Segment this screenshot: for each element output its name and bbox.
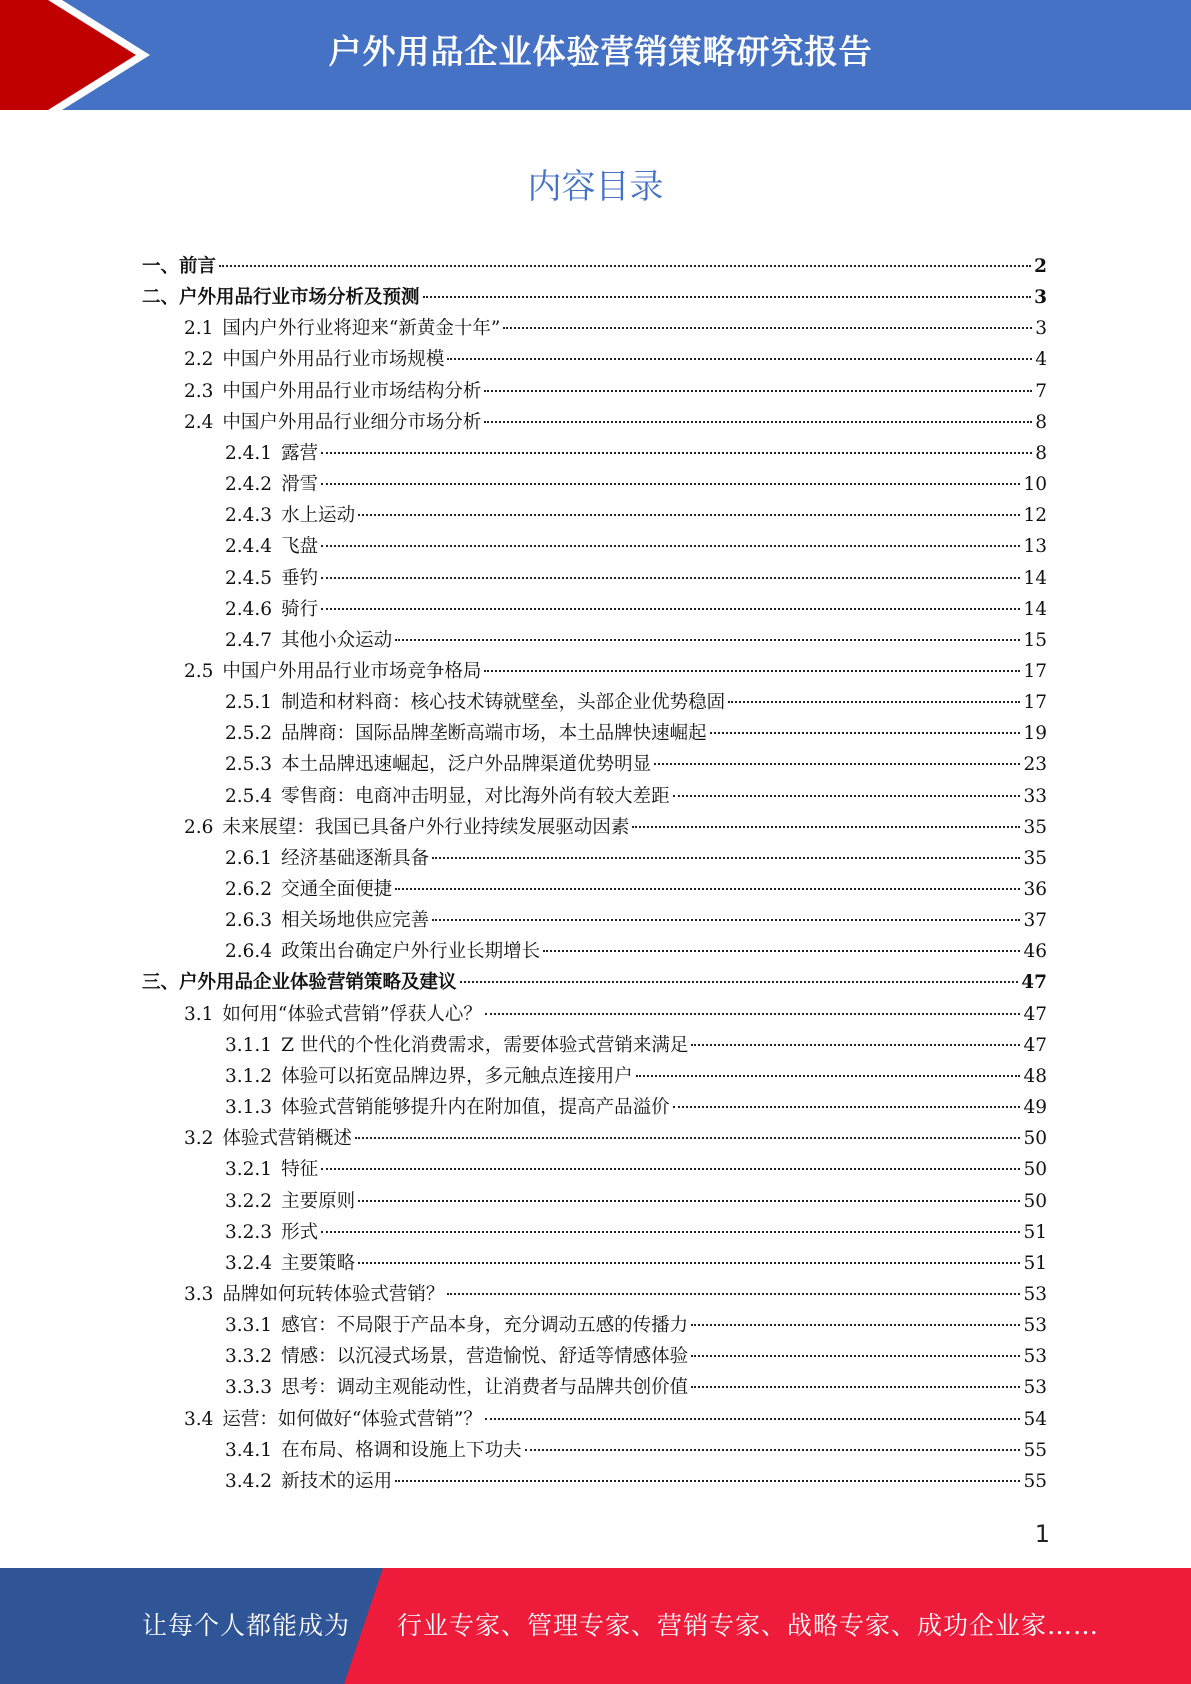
toc-entry[interactable] [225, 1219, 1047, 1247]
toc-entry-title: 体验式营销概述 [222, 1128, 352, 1150]
toc-entry[interactable] [184, 658, 1047, 686]
toc-entry-number: 3.2.1 [225, 1159, 273, 1181]
toc-dot-leader [728, 701, 1020, 703]
toc-entry-page: 37 [1023, 910, 1047, 932]
toc-entry[interactable] [225, 1343, 1047, 1371]
toc-entry[interactable] [225, 596, 1047, 624]
toc-entry-number: 2.6.4 [225, 941, 273, 963]
toc-entry-title: 三、户外用品企业体验营销策略及建议 [142, 972, 457, 994]
toc-entry-number: 3.4.2 [225, 1470, 273, 1492]
toc-entry-title: 零售商：电商冲击明显，对比海外尚有较大差距 [281, 785, 670, 807]
toc-entry-page: 49 [1023, 1097, 1047, 1119]
toc-entry-title: Z 世代的个性化消费需求，需要体验式营销来满足 [281, 1034, 689, 1056]
toc-dot-leader [321, 1231, 1020, 1233]
toc-entry-title: 体验式营销能够提升内在附加值，提高产品溢价 [281, 1097, 670, 1119]
toc-dot-leader [358, 1200, 1020, 1202]
toc-entry-page: 4 [1035, 349, 1047, 371]
toc-entry-title: 品牌商：国际品牌垄断高端市场，本土品牌快速崛起 [281, 723, 707, 745]
toc-entry-title: 相关场地供应完善 [281, 910, 430, 932]
toc-dot-leader [503, 327, 1032, 329]
toc-entry-page: 51 [1023, 1221, 1047, 1243]
toc-dot-leader [321, 577, 1020, 579]
toc-entry-page: 55 [1023, 1439, 1047, 1461]
toc-dot-leader [485, 1418, 1021, 1420]
toc-entry-title: 露营 [281, 442, 319, 464]
toc-dot-leader [691, 1355, 1020, 1357]
toc-entry-page: 14 [1023, 598, 1047, 620]
toc-entry[interactable] [184, 378, 1047, 406]
toc-entry[interactable] [225, 1063, 1047, 1091]
toc-entry-page: 53 [1023, 1283, 1047, 1305]
toc-entry-page: 19 [1023, 723, 1047, 745]
toc-entry-page: 55 [1023, 1470, 1047, 1492]
toc-dot-leader [710, 732, 1021, 734]
toc-entry-title: 本土品牌迅速崛起，泛户外品牌渠道优势明显 [281, 754, 652, 776]
toc-entry-page: 15 [1023, 629, 1047, 651]
toc-entry-title: 制造和材料商：核心技术铸就壁垒，头部企业优势稳固 [281, 692, 726, 714]
toc-entry-number: 3.1.3 [225, 1097, 273, 1119]
toc-entry-page: 53 [1023, 1346, 1047, 1368]
toc-entry[interactable] [184, 409, 1047, 437]
toc-entry-page: 50 [1023, 1190, 1047, 1212]
toc-entry[interactable] [225, 783, 1047, 811]
toc-entry[interactable] [184, 1281, 1047, 1309]
toc-entry-page: 53 [1023, 1377, 1047, 1399]
toc-entry-number: 2.3 [184, 380, 214, 402]
toc-heading: 内容目录 [527, 167, 664, 207]
toc-entry[interactable] [184, 1001, 1047, 1029]
toc-entry-title: 思考：调动主观能动性，让消费者与品牌共创价值 [281, 1377, 689, 1399]
toc-dot-leader [673, 1106, 1021, 1108]
toc-entry-number: 2.5.3 [225, 754, 273, 776]
toc-entry[interactable] [225, 1312, 1047, 1340]
toc-dot-leader [447, 358, 1032, 360]
toc-entry[interactable] [225, 1156, 1047, 1184]
toc-entry-page: 47 [1023, 1003, 1047, 1025]
toc-entry-number: 3.1.2 [225, 1065, 273, 1087]
toc-entry[interactable] [225, 876, 1047, 904]
toc-dot-leader [395, 1480, 1020, 1482]
toc-entry-title: 交通全面便捷 [281, 879, 393, 900]
toc-dot-leader [358, 1262, 1020, 1264]
toc-entry-number: 3.4 [184, 1408, 214, 1430]
toc-entry[interactable] [225, 502, 1047, 530]
toc-dot-leader [321, 545, 1020, 547]
toc-entry-page: 53 [1023, 1315, 1047, 1337]
toc-entry-number: 3.3 [184, 1283, 214, 1305]
toc-entry-number: 2.5.2 [225, 723, 273, 745]
toc-entry-number: 2.4.2 [225, 474, 273, 496]
footer-banner [0, 1568, 1191, 1684]
toc-dot-leader [321, 483, 1020, 485]
toc-dot-leader [219, 265, 1031, 267]
toc-entry-title: 骑行 [281, 598, 319, 620]
toc-entry[interactable] [225, 907, 1047, 935]
toc-entry-number: 3.2.2 [225, 1190, 273, 1212]
toc-entry[interactable] [184, 1406, 1047, 1434]
footer-slogan-right: 行业专家、管理专家、营销专家、战略专家、成功企业家…… [397, 1611, 1100, 1640]
toc-entry[interactable] [184, 315, 1047, 343]
toc-entry-number: 2.6.1 [225, 847, 273, 869]
toc-entry-title: 特征 [281, 1159, 319, 1181]
toc-entry[interactable] [184, 346, 1047, 374]
toc-entry-number: 3.3.3 [225, 1377, 273, 1399]
toc-entry-title: 国内户外行业将迎来“新黄金十年” [222, 318, 501, 340]
toc-entry-number: 3.1.1 [225, 1034, 273, 1056]
toc-entry-page: 8 [1035, 442, 1047, 464]
toc-entry-title: 感官：不局限于产品本身，充分调动五感的传播力 [281, 1315, 689, 1337]
toc-dot-leader [636, 1075, 1021, 1077]
toc-entry-title: 主要原则 [281, 1190, 356, 1212]
toc-entry-number: 2.5 [184, 660, 214, 682]
toc-entry-page: 51 [1023, 1252, 1047, 1274]
toc-entry[interactable] [142, 969, 1047, 997]
footer-slogan-left: 让每个人都能成为 [142, 1611, 351, 1640]
toc-dot-leader [485, 1013, 1021, 1015]
toc-entry-title: 新技术的运用 [281, 1470, 393, 1492]
toc-dot-leader [447, 1293, 1020, 1295]
toc-entry-page: 35 [1023, 847, 1047, 869]
toc-entry[interactable] [225, 440, 1047, 468]
toc-entry-number: 3.2 [184, 1128, 214, 1150]
toc-entry[interactable] [225, 938, 1047, 966]
toc-entry-title: 未来展望：我国已具备户外行业持续发展驱动因素 [222, 816, 630, 838]
toc-entry-title: 中国户外用品行业细分市场分析 [222, 411, 482, 433]
toc-entry-number: 2.5.4 [225, 785, 273, 807]
toc-entry-page: 7 [1035, 380, 1047, 402]
toc-entry-title: 在布局、格调和设施上下功夫 [281, 1439, 522, 1461]
toc-entry-page: 46 [1023, 941, 1047, 963]
toc-entry-page: 12 [1023, 505, 1047, 527]
toc-entry[interactable] [225, 1032, 1047, 1060]
toc-entry-page: 23 [1023, 754, 1047, 776]
toc-entry-title: 飞盘 [281, 536, 319, 558]
toc-entry-number: 2.5.1 [225, 692, 273, 714]
toc-entry[interactable] [225, 1374, 1047, 1402]
toc-dot-leader [543, 950, 1020, 952]
toc-entry-page: 3 [1035, 318, 1047, 340]
toc-entry[interactable] [142, 284, 1047, 312]
toc-dot-leader [484, 390, 1032, 392]
toc-entry[interactable] [225, 1250, 1047, 1278]
page-number: 1 [1034, 1520, 1050, 1548]
toc-entry[interactable] [225, 845, 1047, 873]
toc-entry-page: 13 [1023, 536, 1047, 558]
toc-entry[interactable] [225, 565, 1047, 593]
toc-dot-leader [395, 639, 1020, 641]
toc-dot-leader [484, 421, 1032, 423]
toc-entry-page: 3 [1034, 287, 1047, 309]
toc-entry-number: 3.3.1 [225, 1315, 273, 1337]
toc-entry-number: 2.6.3 [225, 910, 273, 932]
toc-entry-number: 2.6.2 [225, 879, 273, 900]
toc-entry-page: 47 [1023, 1034, 1047, 1056]
toc-entry-number: 3.4.1 [225, 1439, 273, 1461]
toc-entry-number: 2.4.3 [225, 505, 273, 527]
toc-entry-title: 体验可以拓宽品牌边界，多元触点连接用户 [281, 1065, 633, 1087]
toc-entry-page: 50 [1023, 1128, 1047, 1150]
toc-entry-title: 经济基础逐渐具备 [281, 847, 430, 869]
toc-entry-title: 情感：以沉浸式场景，营造愉悦、舒适等情感体验 [281, 1346, 689, 1368]
toc-entry[interactable] [184, 814, 1047, 842]
toc-entry[interactable] [225, 627, 1047, 655]
toc-dot-leader [525, 1449, 1021, 1451]
toc-entry-title: 运营：如何做好“体验式营销”？ [222, 1408, 482, 1430]
toc-dot-leader [355, 1137, 1021, 1139]
toc-entry-title: 中国户外用品行业市场竞争格局 [222, 660, 482, 682]
toc-entry-number: 3.3.2 [225, 1346, 273, 1368]
toc-entry-page: 36 [1023, 879, 1047, 900]
toc-entry-number: 3.2.3 [225, 1221, 273, 1243]
toc-entry[interactable] [184, 1125, 1047, 1153]
toc-entry-number: 2.4.7 [225, 629, 273, 651]
toc-entry-page: 47 [1021, 972, 1047, 994]
toc-dot-leader [632, 826, 1020, 828]
toc-entry-page: 17 [1023, 660, 1047, 682]
toc-dot-leader [460, 981, 1019, 983]
toc-entry-page: 35 [1023, 816, 1047, 838]
toc-entry-number: 3.2.4 [225, 1252, 273, 1274]
toc-entry-page: 33 [1023, 785, 1047, 807]
toc-entry-title: 如何用“体验式营销”俘获人心？ [222, 1003, 482, 1025]
toc-entry[interactable] [225, 1468, 1047, 1496]
toc-entry[interactable] [225, 1188, 1047, 1216]
toc-entry-title: 主要策略 [281, 1252, 356, 1274]
toc-entry-page: 8 [1035, 411, 1047, 433]
toc-entry-title: 中国户外用品行业市场结构分析 [222, 380, 482, 402]
toc-dot-leader [673, 795, 1021, 797]
toc-dot-leader [423, 296, 1032, 298]
toc-entry-title: 中国户外用品行业市场规模 [222, 349, 445, 371]
toc-entry-title: 一、前言 [142, 256, 217, 277]
toc-entry-title: 品牌如何玩转体验式营销？ [222, 1283, 445, 1305]
toc-entry-title: 二、户外用品行业市场分析及预测 [142, 287, 420, 309]
toc-entry-title: 形式 [281, 1221, 319, 1243]
toc-entry-title: 其他小众运动 [281, 629, 393, 651]
toc-entry-number: 2.6 [184, 816, 214, 838]
toc-entry-number: 2.4 [184, 411, 214, 433]
toc-entry-page: 10 [1023, 474, 1047, 496]
toc-dot-leader [321, 608, 1020, 610]
toc-entry-title: 水上运动 [281, 505, 356, 527]
toc-dot-leader [321, 1168, 1020, 1170]
toc-entry-number: 2.2 [184, 349, 214, 371]
toc-entry-number: 2.4.5 [225, 567, 273, 589]
toc-entry-number: 2.1 [184, 318, 214, 340]
toc-dot-leader [484, 670, 1020, 672]
toc-dot-leader [691, 1324, 1020, 1326]
toc-entry-page: 48 [1023, 1065, 1047, 1087]
toc-dot-leader [395, 888, 1020, 890]
toc-dot-leader [358, 514, 1020, 516]
toc-dot-leader [691, 1044, 1020, 1046]
toc-dot-leader [432, 857, 1020, 859]
toc-entry-number: 2.4.1 [225, 442, 273, 464]
report-title: 户外用品企业体验营销策略研究报告 [328, 32, 873, 71]
toc-entry-title: 滑雪 [281, 474, 319, 496]
toc-entry-page: 17 [1023, 692, 1047, 714]
toc-entry[interactable] [225, 471, 1047, 499]
toc-entry-number: 2.4.4 [225, 536, 273, 558]
toc-dot-leader [654, 763, 1020, 765]
toc-entry-title: 政策出台确定户外行业长期增长 [281, 941, 541, 963]
toc-entry-title: 垂钓 [281, 567, 319, 589]
toc-entry[interactable] [225, 720, 1047, 748]
toc-entry[interactable] [142, 253, 1047, 281]
toc-entry-number: 2.4.6 [225, 598, 273, 620]
header-banner [0, 0, 1191, 110]
toc-entry-page: 50 [1023, 1159, 1047, 1181]
toc-dot-leader [691, 1386, 1020, 1388]
toc-entry[interactable] [225, 689, 1047, 717]
toc-dot-leader [321, 452, 1032, 454]
toc-entry-page: 54 [1023, 1408, 1047, 1430]
toc-entry[interactable] [225, 533, 1047, 561]
toc-dot-leader [432, 919, 1020, 921]
toc-entry[interactable] [225, 1094, 1047, 1122]
toc-entry[interactable] [225, 1437, 1047, 1465]
toc-entry[interactable] [225, 751, 1047, 779]
toc-entry-page: 2 [1034, 256, 1047, 277]
toc-entry-number: 3.1 [184, 1003, 214, 1025]
toc-entry-page: 14 [1023, 567, 1047, 589]
